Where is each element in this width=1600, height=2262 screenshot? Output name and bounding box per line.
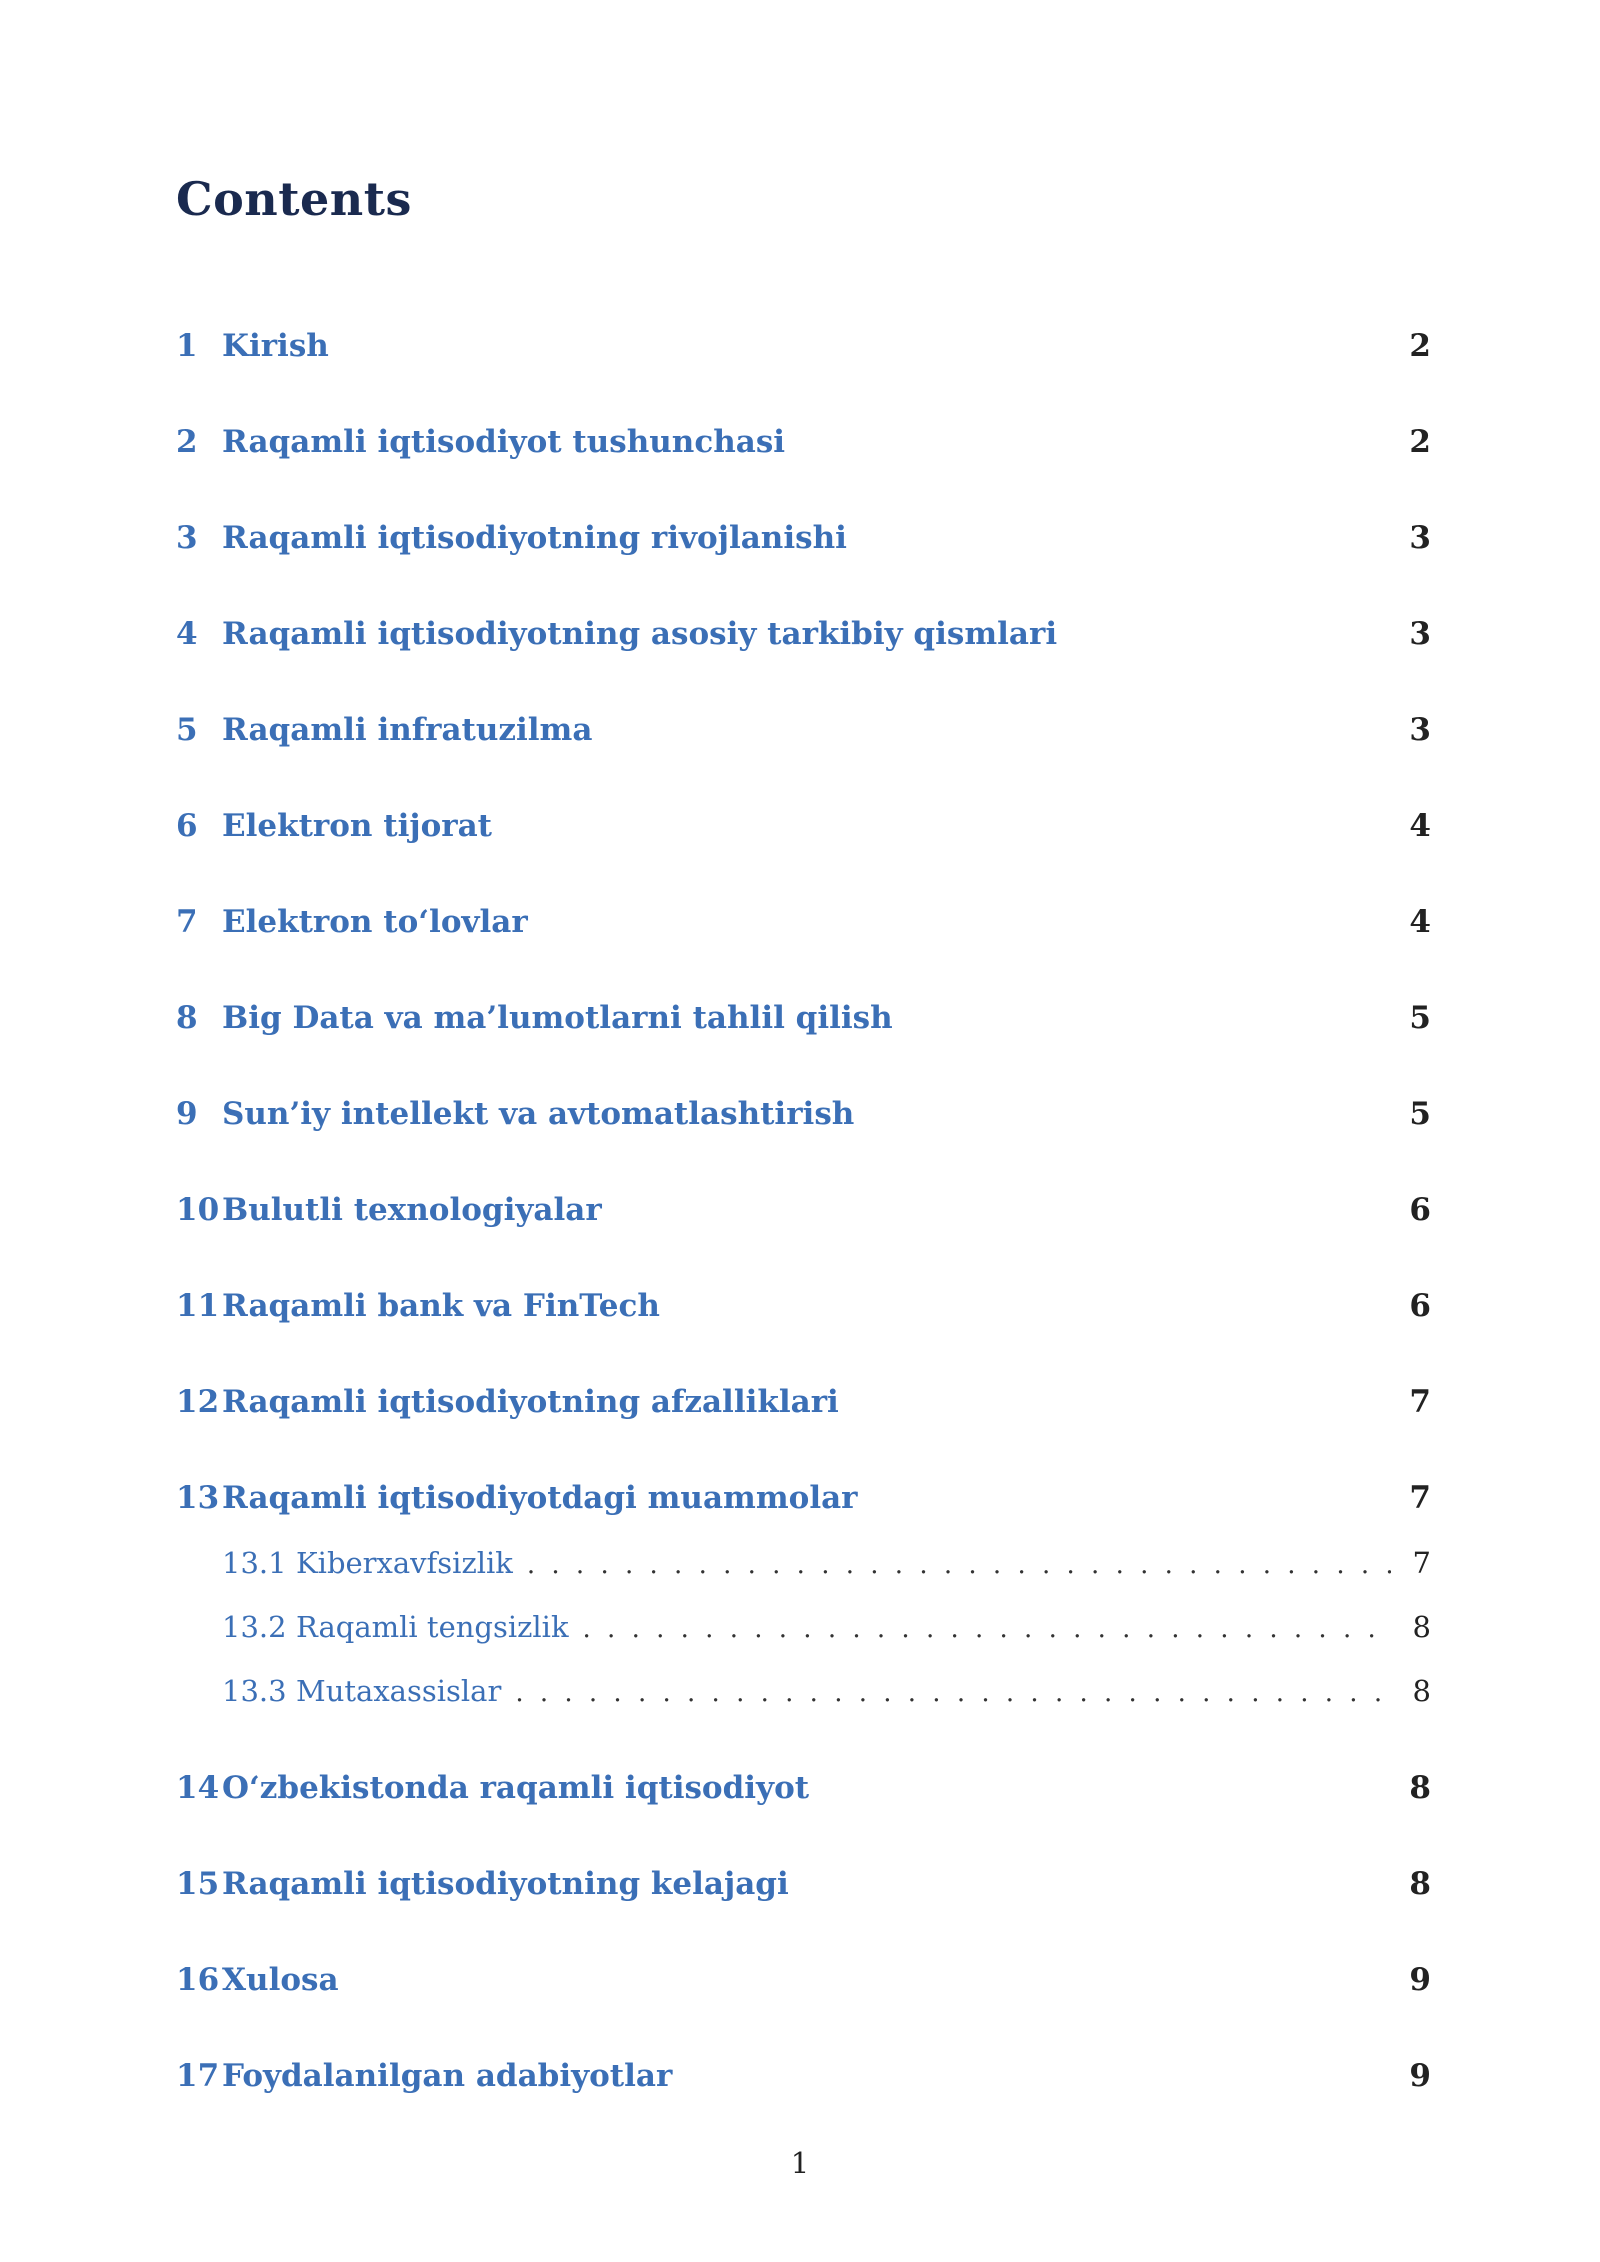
toc-entry-title[interactable]: Xulosa <box>222 1962 339 1998</box>
toc-entry-page: 7 <box>1412 1546 1431 1580</box>
toc-entry-title[interactable]: Raqamli iqtisodiyotdagi muammolar <box>222 1480 858 1516</box>
toc-section-entry[interactable] <box>176 1288 1431 1324</box>
toc-heading: Contents <box>176 172 412 226</box>
toc-entry-number: 2 <box>176 424 198 460</box>
toc-section-entry[interactable] <box>176 1770 1431 1806</box>
toc-entry-page: 6 <box>1409 1288 1431 1324</box>
toc-dot-leader <box>515 1678 1391 1708</box>
toc-entry-page: 2 <box>1409 328 1431 364</box>
toc-section-entry[interactable] <box>176 2058 1431 2094</box>
toc-entry-page: 2 <box>1409 424 1431 460</box>
toc-entry-title[interactable]: Raqamli tengsizlik <box>296 1610 569 1644</box>
toc-entry-page: 4 <box>1409 808 1431 844</box>
toc-section-entry[interactable] <box>176 1096 1431 1132</box>
toc-entry-title[interactable]: Raqamli infratuzilma <box>222 712 593 748</box>
toc-section-entry[interactable] <box>176 712 1431 748</box>
toc-entry-page: 6 <box>1409 1192 1431 1228</box>
toc-entry-number: 10 <box>176 1192 220 1228</box>
toc-entry-page: 4 <box>1409 904 1431 940</box>
toc-entry-page: 8 <box>1412 1610 1431 1644</box>
toc-entry-page: 8 <box>1412 1674 1431 1708</box>
toc-entry-number: 15 <box>176 1866 220 1902</box>
toc-entry-number: 6 <box>176 808 198 844</box>
toc-entry-number: 13.2 <box>222 1610 287 1644</box>
toc-entry-title[interactable]: Elektron to‘lovlar <box>222 904 528 940</box>
toc-entry-number: 17 <box>176 2058 220 2094</box>
toc-entry-number: 13.1 <box>222 1546 287 1580</box>
toc-section-entry[interactable] <box>176 1000 1431 1036</box>
toc-section-entry[interactable] <box>176 424 1431 460</box>
toc-subsection-entry[interactable] <box>222 1610 1431 1644</box>
toc-entry-number: 3 <box>176 520 198 556</box>
toc-subsection-entry[interactable] <box>222 1674 1431 1708</box>
toc-entry-page: 9 <box>1409 1962 1431 1998</box>
toc-subsection-entry[interactable] <box>222 1546 1431 1580</box>
toc-entry-page: 3 <box>1409 520 1431 556</box>
toc-section-entry[interactable] <box>176 1192 1431 1228</box>
toc-entry-page: 3 <box>1409 616 1431 652</box>
toc-entry-title[interactable]: Kiberxavfsizlik <box>296 1546 513 1580</box>
toc-entry-title[interactable]: Bulutli texnologiyalar <box>222 1192 602 1228</box>
page-number: 1 <box>790 2146 810 2180</box>
toc-entry-title[interactable]: Big Data va ma’lumotlarni tahlil qilish <box>222 1000 893 1036</box>
toc-entry-number: 13 <box>176 1480 220 1516</box>
toc-entry-page: 8 <box>1409 1770 1431 1806</box>
toc-entry-title[interactable]: Raqamli iqtisodiyotning afzalliklari <box>222 1384 839 1420</box>
toc-section-entry[interactable] <box>176 904 1431 940</box>
toc-section-entry[interactable] <box>176 1480 1431 1516</box>
toc-entry-page: 7 <box>1409 1480 1431 1516</box>
toc-entry-number: 5 <box>176 712 198 748</box>
toc-entry-title[interactable]: Raqamli iqtisodiyot tushunchasi <box>222 424 786 460</box>
toc-entry-title[interactable]: Elektron tijorat <box>222 808 492 844</box>
toc-entry-number: 8 <box>176 1000 198 1036</box>
toc-entry-number: 12 <box>176 1384 220 1420</box>
toc-entry-page: 5 <box>1409 1096 1431 1132</box>
toc-section-entry[interactable] <box>176 520 1431 556</box>
toc-entry-page: 8 <box>1409 1866 1431 1902</box>
toc-entry-number: 13.3 <box>222 1674 287 1708</box>
toc-dot-leader <box>583 1614 1391 1644</box>
toc-dot-leader <box>527 1550 1391 1580</box>
toc-entry-page: 5 <box>1409 1000 1431 1036</box>
toc-section-entry[interactable] <box>176 1384 1431 1420</box>
toc-entry-number: 4 <box>176 616 198 652</box>
toc-entry-page: 9 <box>1409 2058 1431 2094</box>
toc-section-entry[interactable] <box>176 328 1431 364</box>
toc-entry-title[interactable]: Sun’iy intellekt va avtomatlashtirish <box>222 1096 855 1132</box>
toc-entry-title[interactable]: Raqamli bank va FinTech <box>222 1288 660 1324</box>
toc-section-entry[interactable] <box>176 1866 1431 1902</box>
toc-entry-number: 9 <box>176 1096 198 1132</box>
toc-section-entry[interactable] <box>176 808 1431 844</box>
toc-entry-title[interactable]: Raqamli iqtisodiyotning asosiy tarkibiy qismlari <box>222 616 1058 652</box>
toc-entry-number: 11 <box>176 1288 220 1324</box>
toc-entry-page: 3 <box>1409 712 1431 748</box>
toc-entry-page: 7 <box>1409 1384 1431 1420</box>
toc-entry-title[interactable]: Raqamli iqtisodiyotning kelajagi <box>222 1866 789 1902</box>
toc-entry-title[interactable]: Kirish <box>222 328 329 364</box>
toc-entry-title[interactable]: Foydalanilgan adabiyotlar <box>222 2058 673 2094</box>
toc-entry-title[interactable]: Mutaxassislar <box>296 1674 502 1708</box>
toc-entry-title[interactable]: O‘zbekistonda raqamli iqtisodiyot <box>222 1770 810 1806</box>
toc-section-entry[interactable] <box>176 616 1431 652</box>
toc-entry-number: 7 <box>176 904 198 940</box>
toc-entry-title[interactable]: Raqamli iqtisodiyotning rivojlanishi <box>222 520 847 556</box>
toc-entry-number: 14 <box>176 1770 220 1806</box>
toc-section-entry[interactable] <box>176 1962 1431 1998</box>
toc-entry-number: 16 <box>176 1962 220 1998</box>
toc-entry-number: 1 <box>176 328 198 364</box>
